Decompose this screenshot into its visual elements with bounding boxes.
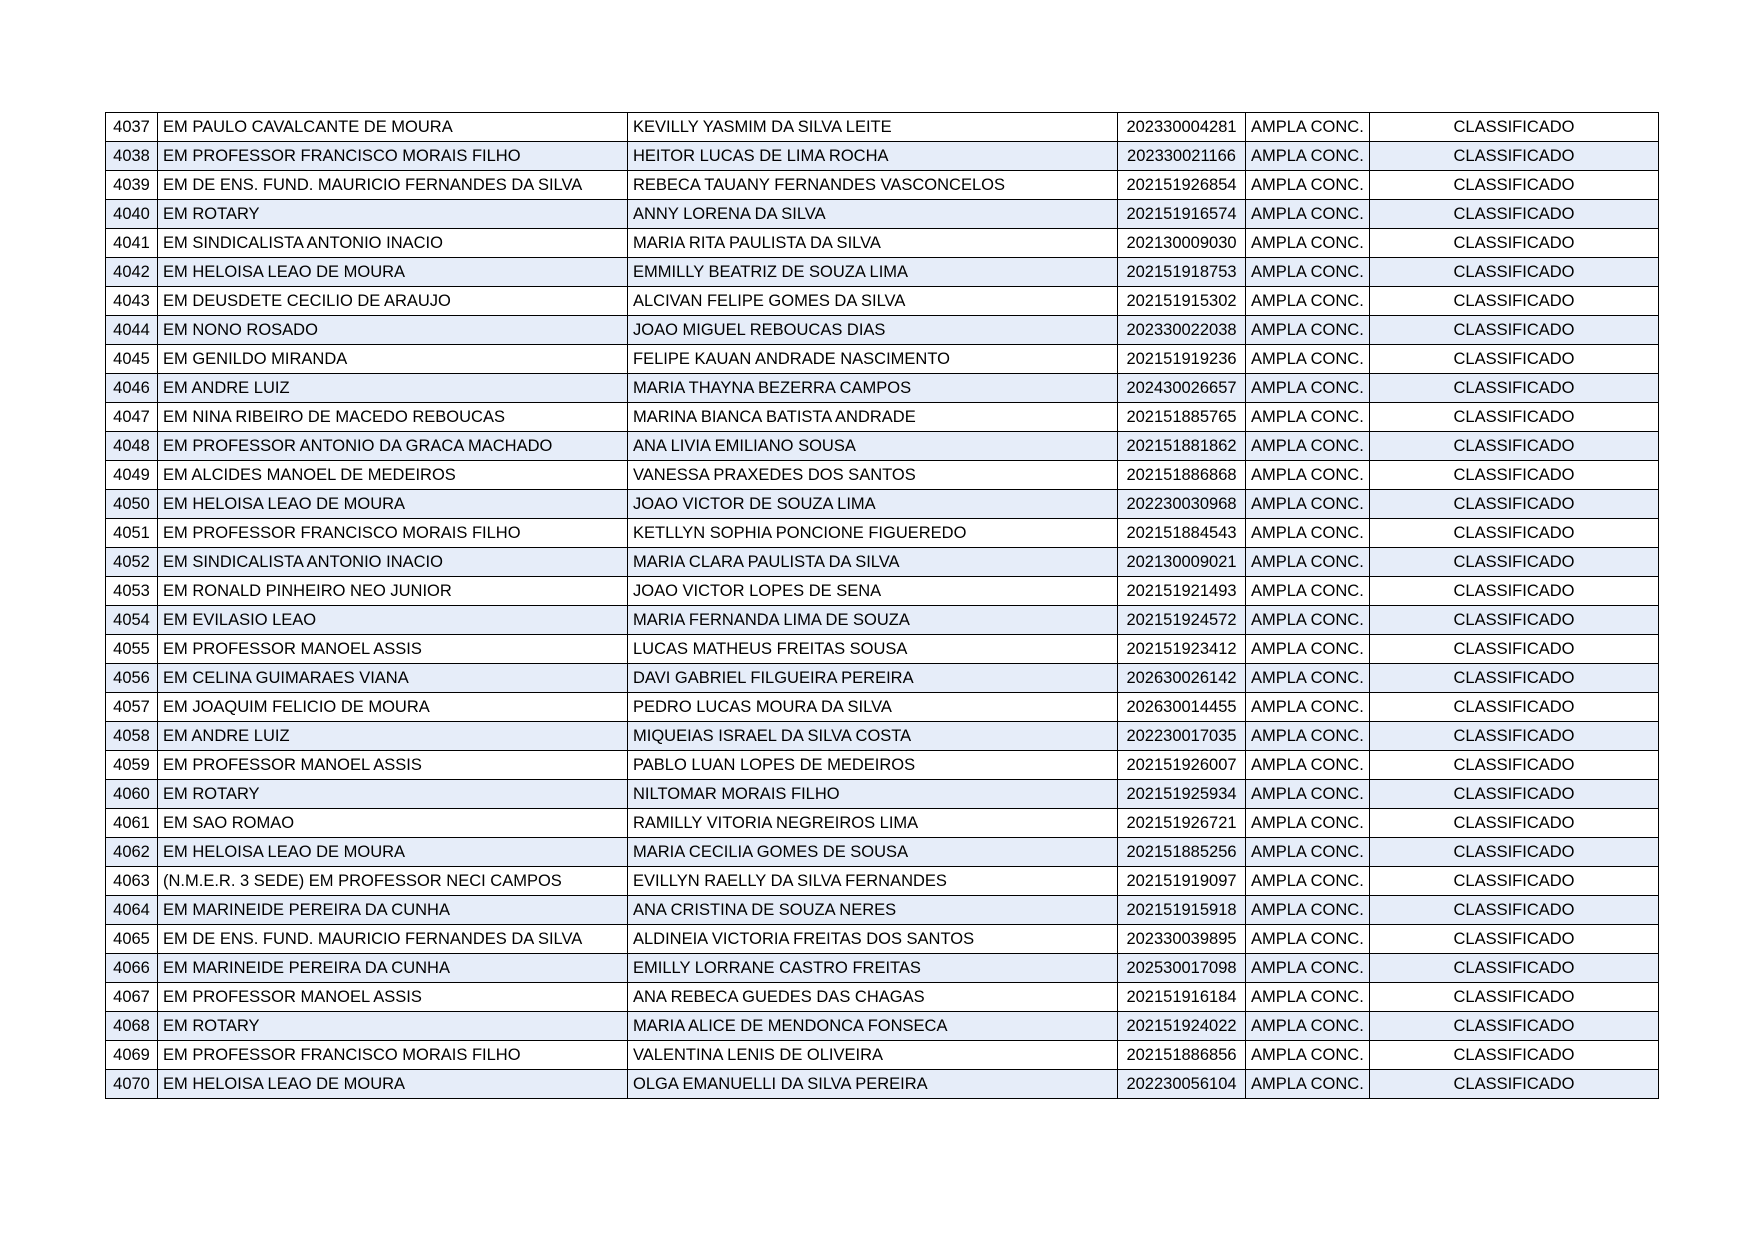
- quota-cell: AMPLA CONC.: [1246, 954, 1370, 983]
- school-cell: EM SINDICALISTA ANTONIO INACIO: [158, 548, 628, 577]
- status-cell: CLASSIFICADO: [1370, 1070, 1659, 1099]
- quota-cell: AMPLA CONC.: [1246, 287, 1370, 316]
- table-row: [106, 606, 1659, 635]
- registration-cell: 202151885256: [1118, 838, 1246, 867]
- school-cell: EM HELOISA LEAO DE MOURA: [158, 838, 628, 867]
- status-cell: CLASSIFICADO: [1370, 258, 1659, 287]
- row-number-cell: 4042: [106, 258, 158, 287]
- status-cell: CLASSIFICADO: [1370, 838, 1659, 867]
- quota-cell: AMPLA CONC.: [1246, 780, 1370, 809]
- table-row: [106, 1070, 1659, 1099]
- table-row: [106, 896, 1659, 925]
- school-cell: EM HELOISA LEAO DE MOURA: [158, 258, 628, 287]
- quota-cell: AMPLA CONC.: [1246, 722, 1370, 751]
- school-cell: EM HELOISA LEAO DE MOURA: [158, 1070, 628, 1099]
- row-number-cell: 4051: [106, 519, 158, 548]
- row-number-cell: 4054: [106, 606, 158, 635]
- registration-cell: 202330022038: [1118, 316, 1246, 345]
- student-name-cell: FELIPE KAUAN ANDRADE NASCIMENTO: [628, 345, 1118, 374]
- student-name-cell: VALENTINA LENIS DE OLIVEIRA: [628, 1041, 1118, 1070]
- student-name-cell: EMILLY LORRANE CASTRO FREITAS: [628, 954, 1118, 983]
- table-row: [106, 664, 1659, 693]
- registration-cell: 202151919236: [1118, 345, 1246, 374]
- table-row: [106, 374, 1659, 403]
- table-row: [106, 780, 1659, 809]
- student-name-cell: MARIA RITA PAULISTA DA SILVA: [628, 229, 1118, 258]
- quota-cell: AMPLA CONC.: [1246, 316, 1370, 345]
- status-cell: CLASSIFICADO: [1370, 171, 1659, 200]
- status-cell: CLASSIFICADO: [1370, 925, 1659, 954]
- registration-cell: 202151926007: [1118, 751, 1246, 780]
- student-name-cell: LUCAS MATHEUS FREITAS SOUSA: [628, 635, 1118, 664]
- school-cell: EM PROFESSOR FRANCISCO MORAIS FILHO: [158, 519, 628, 548]
- table-row: [106, 519, 1659, 548]
- registration-cell: 202151926854: [1118, 171, 1246, 200]
- school-cell: EM NINA RIBEIRO DE MACEDO REBOUCAS: [158, 403, 628, 432]
- school-cell: EM SINDICALISTA ANTONIO INACIO: [158, 229, 628, 258]
- table-row: [106, 635, 1659, 664]
- quota-cell: AMPLA CONC.: [1246, 258, 1370, 287]
- student-name-cell: DAVI GABRIEL FILGUEIRA PEREIRA: [628, 664, 1118, 693]
- school-cell: EM NONO ROSADO: [158, 316, 628, 345]
- school-cell: EM DE ENS. FUND. MAURICIO FERNANDES DA SILVA: [158, 925, 628, 954]
- school-cell: EM PROFESSOR MANOEL ASSIS: [158, 983, 628, 1012]
- registration-cell: 202151921493: [1118, 577, 1246, 606]
- row-number-cell: 4049: [106, 461, 158, 490]
- student-name-cell: MIQUEIAS ISRAEL DA SILVA COSTA: [628, 722, 1118, 751]
- student-name-cell: MARINA BIANCA BATISTA ANDRADE: [628, 403, 1118, 432]
- quota-cell: AMPLA CONC.: [1246, 548, 1370, 577]
- student-name-cell: JOAO VICTOR DE SOUZA LIMA: [628, 490, 1118, 519]
- registration-cell: 202230030968: [1118, 490, 1246, 519]
- registration-cell: 202151881862: [1118, 432, 1246, 461]
- table-row: [106, 171, 1659, 200]
- row-number-cell: 4068: [106, 1012, 158, 1041]
- student-name-cell: EVILLYN RAELLY DA SILVA FERNANDES: [628, 867, 1118, 896]
- row-number-cell: 4065: [106, 925, 158, 954]
- quota-cell: AMPLA CONC.: [1246, 664, 1370, 693]
- row-number-cell: 4057: [106, 693, 158, 722]
- row-number-cell: 4058: [106, 722, 158, 751]
- registration-cell: 202530017098: [1118, 954, 1246, 983]
- quota-cell: AMPLA CONC.: [1246, 403, 1370, 432]
- status-cell: CLASSIFICADO: [1370, 983, 1659, 1012]
- status-cell: CLASSIFICADO: [1370, 142, 1659, 171]
- student-name-cell: NILTOMAR MORAIS FILHO: [628, 780, 1118, 809]
- registration-cell: 202151919097: [1118, 867, 1246, 896]
- registration-cell: 202330039895: [1118, 925, 1246, 954]
- row-number-cell: 4038: [106, 142, 158, 171]
- quota-cell: AMPLA CONC.: [1246, 113, 1370, 142]
- status-cell: CLASSIFICADO: [1370, 345, 1659, 374]
- quota-cell: AMPLA CONC.: [1246, 1041, 1370, 1070]
- school-cell: EM HELOISA LEAO DE MOURA: [158, 490, 628, 519]
- school-cell: EM EVILASIO LEAO: [158, 606, 628, 635]
- results-table: [105, 112, 1659, 1099]
- school-cell: EM ALCIDES MANOEL DE MEDEIROS: [158, 461, 628, 490]
- table-row: [106, 403, 1659, 432]
- status-cell: CLASSIFICADO: [1370, 693, 1659, 722]
- status-cell: CLASSIFICADO: [1370, 432, 1659, 461]
- registration-cell: 202151924022: [1118, 1012, 1246, 1041]
- row-number-cell: 4037: [106, 113, 158, 142]
- student-name-cell: ANA REBECA GUEDES DAS CHAGAS: [628, 983, 1118, 1012]
- student-name-cell: EMMILLY BEATRIZ DE SOUZA LIMA: [628, 258, 1118, 287]
- registration-cell: 202151925934: [1118, 780, 1246, 809]
- registration-cell: 202430026657: [1118, 374, 1246, 403]
- quota-cell: AMPLA CONC.: [1246, 490, 1370, 519]
- student-name-cell: KEVILLY YASMIM DA SILVA LEITE: [628, 113, 1118, 142]
- quota-cell: AMPLA CONC.: [1246, 461, 1370, 490]
- row-number-cell: 4069: [106, 1041, 158, 1070]
- status-cell: CLASSIFICADO: [1370, 229, 1659, 258]
- registration-cell: 202630014455: [1118, 693, 1246, 722]
- row-number-cell: 4060: [106, 780, 158, 809]
- quota-cell: AMPLA CONC.: [1246, 606, 1370, 635]
- status-cell: CLASSIFICADO: [1370, 809, 1659, 838]
- quota-cell: AMPLA CONC.: [1246, 200, 1370, 229]
- registration-cell: 202151926721: [1118, 809, 1246, 838]
- row-number-cell: 4070: [106, 1070, 158, 1099]
- table-row: [106, 316, 1659, 345]
- quota-cell: AMPLA CONC.: [1246, 809, 1370, 838]
- student-name-cell: VANESSA PRAXEDES DOS SANTOS: [628, 461, 1118, 490]
- student-name-cell: MARIA CECILIA GOMES DE SOUSA: [628, 838, 1118, 867]
- school-cell: EM DE ENS. FUND. MAURICIO FERNANDES DA SILVA: [158, 171, 628, 200]
- student-name-cell: MARIA ALICE DE MENDONCA FONSECA: [628, 1012, 1118, 1041]
- row-number-cell: 4044: [106, 316, 158, 345]
- student-name-cell: ALCIVAN FELIPE GOMES DA SILVA: [628, 287, 1118, 316]
- school-cell: EM PROFESSOR MANOEL ASSIS: [158, 635, 628, 664]
- status-cell: CLASSIFICADO: [1370, 780, 1659, 809]
- table-row: [106, 577, 1659, 606]
- row-number-cell: 4067: [106, 983, 158, 1012]
- school-cell: EM DEUSDETE CECILIO DE ARAUJO: [158, 287, 628, 316]
- quota-cell: AMPLA CONC.: [1246, 432, 1370, 461]
- quota-cell: AMPLA CONC.: [1246, 838, 1370, 867]
- status-cell: CLASSIFICADO: [1370, 287, 1659, 316]
- table-row: [106, 867, 1659, 896]
- row-number-cell: 4046: [106, 374, 158, 403]
- student-name-cell: KETLLYN SOPHIA PONCIONE FIGUEREDO: [628, 519, 1118, 548]
- student-name-cell: OLGA EMANUELLI DA SILVA PEREIRA: [628, 1070, 1118, 1099]
- quota-cell: AMPLA CONC.: [1246, 1012, 1370, 1041]
- row-number-cell: 4050: [106, 490, 158, 519]
- table-row: [106, 287, 1659, 316]
- student-name-cell: JOAO VICTOR LOPES DE SENA: [628, 577, 1118, 606]
- row-number-cell: 4053: [106, 577, 158, 606]
- registration-cell: 202151884543: [1118, 519, 1246, 548]
- student-name-cell: RAMILLY VITORIA NEGREIROS LIMA: [628, 809, 1118, 838]
- table-row: [106, 925, 1659, 954]
- row-number-cell: 4043: [106, 287, 158, 316]
- registration-cell: 202130009021: [1118, 548, 1246, 577]
- table-row: [106, 722, 1659, 751]
- table-row: [106, 809, 1659, 838]
- registration-cell: 202151916184: [1118, 983, 1246, 1012]
- status-cell: CLASSIFICADO: [1370, 954, 1659, 983]
- school-cell: EM MARINEIDE PEREIRA DA CUNHA: [158, 954, 628, 983]
- table-row: [106, 1012, 1659, 1041]
- quota-cell: AMPLA CONC.: [1246, 171, 1370, 200]
- table-row: [106, 229, 1659, 258]
- registration-cell: 202151924572: [1118, 606, 1246, 635]
- status-cell: CLASSIFICADO: [1370, 896, 1659, 925]
- quota-cell: AMPLA CONC.: [1246, 345, 1370, 374]
- quota-cell: AMPLA CONC.: [1246, 519, 1370, 548]
- row-number-cell: 4047: [106, 403, 158, 432]
- school-cell: EM RONALD PINHEIRO NEO JUNIOR: [158, 577, 628, 606]
- status-cell: CLASSIFICADO: [1370, 635, 1659, 664]
- table-row: [106, 954, 1659, 983]
- school-cell: EM ANDRE LUIZ: [158, 374, 628, 403]
- school-cell: EM JOAQUIM FELICIO DE MOURA: [158, 693, 628, 722]
- student-name-cell: ALDINEIA VICTORIA FREITAS DOS SANTOS: [628, 925, 1118, 954]
- quota-cell: AMPLA CONC.: [1246, 142, 1370, 171]
- row-number-cell: 4052: [106, 548, 158, 577]
- registration-cell: 202151885765: [1118, 403, 1246, 432]
- status-cell: CLASSIFICADO: [1370, 316, 1659, 345]
- table-row: [106, 461, 1659, 490]
- status-cell: CLASSIFICADO: [1370, 1041, 1659, 1070]
- status-cell: CLASSIFICADO: [1370, 403, 1659, 432]
- school-cell: EM ROTARY: [158, 1012, 628, 1041]
- table-row: [106, 142, 1659, 171]
- row-number-cell: 4039: [106, 171, 158, 200]
- row-number-cell: 4061: [106, 809, 158, 838]
- school-cell: EM ANDRE LUIZ: [158, 722, 628, 751]
- row-number-cell: 4059: [106, 751, 158, 780]
- school-cell: EM SAO ROMAO: [158, 809, 628, 838]
- school-cell: EM ROTARY: [158, 200, 628, 229]
- status-cell: CLASSIFICADO: [1370, 577, 1659, 606]
- registration-cell: 202151918753: [1118, 258, 1246, 287]
- row-number-cell: 4045: [106, 345, 158, 374]
- row-number-cell: 4041: [106, 229, 158, 258]
- table-row: [106, 751, 1659, 780]
- status-cell: CLASSIFICADO: [1370, 490, 1659, 519]
- row-number-cell: 4055: [106, 635, 158, 664]
- registration-cell: 202151916574: [1118, 200, 1246, 229]
- school-cell: EM CELINA GUIMARAES VIANA: [158, 664, 628, 693]
- student-name-cell: PABLO LUAN LOPES DE MEDEIROS: [628, 751, 1118, 780]
- student-name-cell: HEITOR LUCAS DE LIMA ROCHA: [628, 142, 1118, 171]
- school-cell: EM PROFESSOR MANOEL ASSIS: [158, 751, 628, 780]
- table-row: [106, 432, 1659, 461]
- student-name-cell: PEDRO LUCAS MOURA DA SILVA: [628, 693, 1118, 722]
- quota-cell: AMPLA CONC.: [1246, 577, 1370, 606]
- registration-cell: 202130009030: [1118, 229, 1246, 258]
- status-cell: CLASSIFICADO: [1370, 113, 1659, 142]
- table-row: [106, 113, 1659, 142]
- registration-cell: 202630026142: [1118, 664, 1246, 693]
- school-cell: EM PROFESSOR ANTONIO DA GRACA MACHADO: [158, 432, 628, 461]
- student-name-cell: MARIA THAYNA BEZERRA CAMPOS: [628, 374, 1118, 403]
- status-cell: CLASSIFICADO: [1370, 664, 1659, 693]
- school-cell: (N.M.E.R. 3 SEDE) EM PROFESSOR NECI CAMPOS: [158, 867, 628, 896]
- registration-cell: 202330004281: [1118, 113, 1246, 142]
- registration-cell: 202151886868: [1118, 461, 1246, 490]
- quota-cell: AMPLA CONC.: [1246, 983, 1370, 1012]
- row-number-cell: 4040: [106, 200, 158, 229]
- student-name-cell: ANA LIVIA EMILIANO SOUSA: [628, 432, 1118, 461]
- table-row: [106, 548, 1659, 577]
- quota-cell: AMPLA CONC.: [1246, 925, 1370, 954]
- quota-cell: AMPLA CONC.: [1246, 1070, 1370, 1099]
- status-cell: CLASSIFICADO: [1370, 722, 1659, 751]
- status-cell: CLASSIFICADO: [1370, 200, 1659, 229]
- school-cell: EM MARINEIDE PEREIRA DA CUNHA: [158, 896, 628, 925]
- registration-cell: 202230017035: [1118, 722, 1246, 751]
- quota-cell: AMPLA CONC.: [1246, 635, 1370, 664]
- student-name-cell: ANNY LORENA DA SILVA: [628, 200, 1118, 229]
- quota-cell: AMPLA CONC.: [1246, 896, 1370, 925]
- table-row: [106, 490, 1659, 519]
- status-cell: CLASSIFICADO: [1370, 867, 1659, 896]
- table-row: [106, 983, 1659, 1012]
- student-name-cell: MARIA FERNANDA LIMA DE SOUZA: [628, 606, 1118, 635]
- registration-cell: 202151923412: [1118, 635, 1246, 664]
- registration-cell: 202151886856: [1118, 1041, 1246, 1070]
- student-name-cell: MARIA CLARA PAULISTA DA SILVA: [628, 548, 1118, 577]
- registration-cell: 202330021166: [1118, 142, 1246, 171]
- quota-cell: AMPLA CONC.: [1246, 229, 1370, 258]
- table-row: [106, 345, 1659, 374]
- results-table-body: [106, 113, 1659, 1099]
- quota-cell: AMPLA CONC.: [1246, 374, 1370, 403]
- status-cell: CLASSIFICADO: [1370, 751, 1659, 780]
- school-cell: EM PROFESSOR FRANCISCO MORAIS FILHO: [158, 142, 628, 171]
- table-row: [106, 258, 1659, 287]
- school-cell: EM PROFESSOR FRANCISCO MORAIS FILHO: [158, 1041, 628, 1070]
- row-number-cell: 4056: [106, 664, 158, 693]
- status-cell: CLASSIFICADO: [1370, 461, 1659, 490]
- table-row: [106, 1041, 1659, 1070]
- row-number-cell: 4066: [106, 954, 158, 983]
- status-cell: CLASSIFICADO: [1370, 374, 1659, 403]
- school-cell: EM ROTARY: [158, 780, 628, 809]
- row-number-cell: 4048: [106, 432, 158, 461]
- table-row: [106, 693, 1659, 722]
- school-cell: EM GENILDO MIRANDA: [158, 345, 628, 374]
- student-name-cell: REBECA TAUANY FERNANDES VASCONCELOS: [628, 171, 1118, 200]
- status-cell: CLASSIFICADO: [1370, 1012, 1659, 1041]
- row-number-cell: 4062: [106, 838, 158, 867]
- registration-cell: 202230056104: [1118, 1070, 1246, 1099]
- row-number-cell: 4063: [106, 867, 158, 896]
- quota-cell: AMPLA CONC.: [1246, 867, 1370, 896]
- registration-cell: 202151915302: [1118, 287, 1246, 316]
- row-number-cell: 4064: [106, 896, 158, 925]
- status-cell: CLASSIFICADO: [1370, 519, 1659, 548]
- registration-cell: 202151915918: [1118, 896, 1246, 925]
- status-cell: CLASSIFICADO: [1370, 548, 1659, 577]
- student-name-cell: ANA CRISTINA DE SOUZA NERES: [628, 896, 1118, 925]
- student-name-cell: JOAO MIGUEL REBOUCAS DIAS: [628, 316, 1118, 345]
- table-row: [106, 200, 1659, 229]
- quota-cell: AMPLA CONC.: [1246, 693, 1370, 722]
- quota-cell: AMPLA CONC.: [1246, 751, 1370, 780]
- status-cell: CLASSIFICADO: [1370, 606, 1659, 635]
- table-row: [106, 838, 1659, 867]
- school-cell: EM PAULO CAVALCANTE DE MOURA: [158, 113, 628, 142]
